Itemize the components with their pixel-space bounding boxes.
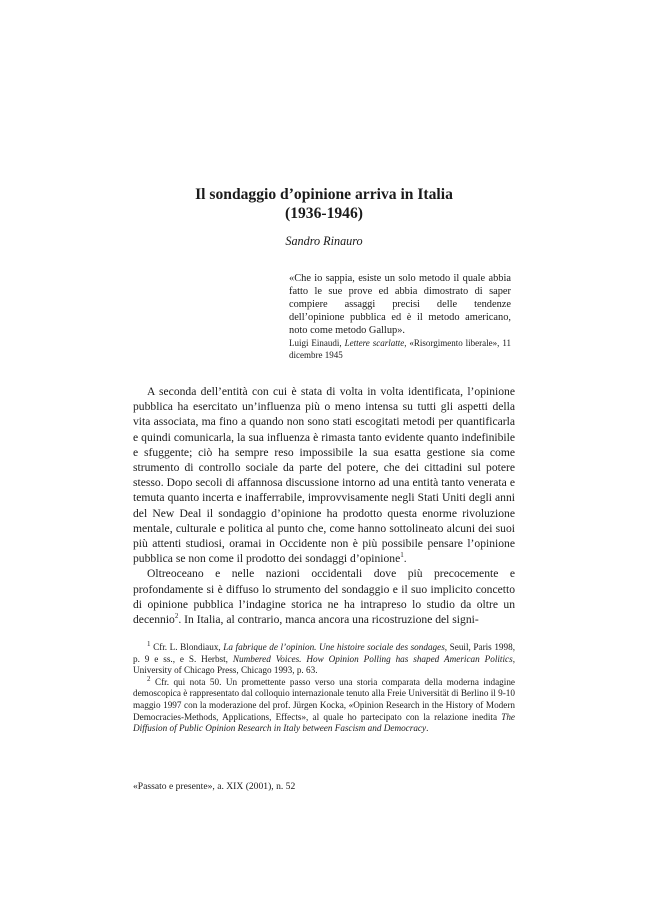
title-line-1: Il sondaggio d’opinione arriva in Italia — [195, 186, 453, 203]
body-paragraph: A seconda dell’entità con cui è stata di volta in volta identificata, l’opinione pubblica ha esercitato un’influenza più o meno intensa su tutti gli aspetti della vita associata, ma fino a quando non sono stati escogitati metodi per quantificarla e quindi comunicarla, la sua influenza è rimasta tanto evidente quanto indefinibile e sfuggente; ciò ha sempre reso impossibile la sua esatta gestione sia come strumento di controllo sociale da parte del potere, che dei cittadini sul potere stesso. Dopo secoli di affannosa discussione intorno ad una entità tanto venerata e temuta quanto incerta e inafferrabile, improvvisamente negli Stati Uniti degli anni del New Deal il sondaggio d’opinione ha prodotto questa enorme rivoluzione mentale, culturale e politica al punto che, come hanno sottolineato alcuni dei suoi più attenti studiosi, oramai in Occidente non è più possibile pensare l’opinione pubblica se non come il prodotto dei sondaggi d’opinione$^1$. — [133, 385, 515, 566]
footnote-ref-1: 1 — [400, 551, 404, 560]
epigraph-source-work: Lettere scarlatte — [344, 338, 405, 348]
epigraph-source-author: Luigi Einaudi, — [289, 338, 345, 348]
footnote-2: $^2$ Cfr. qui nota 50. Un promettente passo verso una storia comparata della moderna indagine demoscopica è rappresentato dal colloquio internazionale tenuto alla Freie Universität di Berlino il 9-10 maggio 1997 con la moderazione del prof. Jürgen Kocka, «Opinion Research in the History of Modern Democracies-Methods, Applications, Effects», al quale ho partecipato con la relazione inedita The Diffusion of Public Opinion Research in Italy between Fascism and Democracy. — [133, 674, 515, 734]
title-line-2: (1936-1946) — [285, 205, 363, 222]
body-paragraph: Oltreoceano e nelle nazioni occidentali dove più precocemente e profondamente si è diffuso lo strumento del sondaggio e il suo implicito concetto di opinione pubblica l’indagine storica ne ha intrapreso lo studio da oltre un decennio$^2$. In Italia, al contrario, manca ancora una ricostruzione del signi- — [133, 567, 515, 627]
epigraph-source — [289, 338, 511, 361]
footnote-ref-2: 2 — [174, 612, 179, 621]
article-title — [133, 185, 515, 223]
author-name: Sandro Rinauro — [285, 234, 363, 248]
footnotes — [133, 639, 515, 735]
footnote-1: $^1$ Cfr. L. Blondiaux, La fabrique de l’opinion. Une histoire sociale des sondages, Seuil, Paris 1998, p. 9 e ss., e S. Herbst, Numbered Voices. How Opinion Polling has shaped American Politics, University of Chicago Press, Chicago 1993, p. 63. — [133, 639, 515, 676]
epigraph-quote: «Che io sappia, esiste un solo metodo il quale abbia fatto le sue prove ed abbia dimostrato di saper compiere assaggi precisi delle tendenze dell’opinione pubblica ed è il metodo americano, noto come metodo Gallup». — [289, 273, 511, 336]
epigraph-source-rest: , «Risorgimento liberale», 11 dicembre 1945 — [289, 338, 511, 360]
journal-citation: «Passato e presente», a. XIX (2001), n. 52 — [133, 781, 296, 792]
body-text — [133, 384, 515, 627]
